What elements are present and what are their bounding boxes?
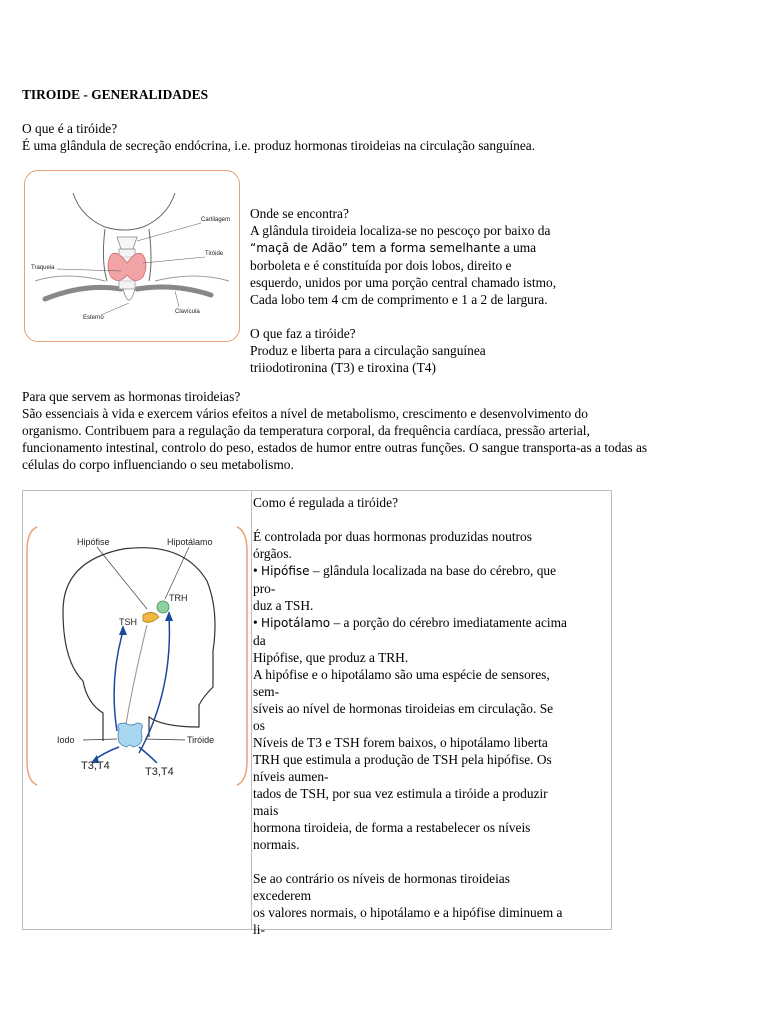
purpose-line-3: funcionamento intestinal, controlo do peso, estados de humor entre outras funções. O sangue transporta-as a todas as bbox=[22, 440, 648, 455]
hipofise-desc: – glândula localizada na base do cérebro, que bbox=[309, 563, 557, 578]
purpose-line-2: organismo. Contribuem para a regulação da temperatura corporal, da frequência cardíaca, pressão arterial, bbox=[22, 423, 590, 438]
reg-hipofise-line bbox=[253, 562, 610, 580]
thyroid-neck-figure bbox=[24, 170, 240, 342]
reg-hipotalamo-line bbox=[253, 614, 610, 632]
where-line-5: Cada lobo tem 4 cm de comprimento e 1 a 2 de largura. bbox=[250, 292, 548, 307]
hypothalamus-pituitary-thyroid-diagram bbox=[23, 491, 251, 929]
intro-answer: É uma glândula de secreção endócrina, i.e. produz hormonas tiroideias na circulação sanguínea. bbox=[22, 138, 536, 153]
reg-l5: Níveis de T3 e TSH forem baixos, o hipotálamo liberta bbox=[253, 735, 548, 750]
what-line-1: Produz e liberta para a circulação sanguínea bbox=[250, 343, 486, 358]
regulation-question: Como é regulada a tiróide? bbox=[253, 495, 399, 510]
bullet: • bbox=[253, 615, 262, 630]
thyroid-neck-illustration bbox=[25, 171, 239, 341]
where-line-2-tail: a uma bbox=[500, 240, 537, 255]
spacer bbox=[250, 308, 760, 325]
label-cartilage: Cartilagem bbox=[201, 217, 231, 223]
reg-l10: hormona tiroideia, de forma a restabelecer os níveis bbox=[253, 820, 531, 835]
hipotalamo-desc: – a porção do cérebro imediatamente acima bbox=[330, 615, 567, 630]
reg-hipotalamo-cont-2: Hipófise, que produz a TRH. bbox=[253, 650, 409, 665]
where-line-2-sans: “maçã de Adão” tem a forma semelhante bbox=[250, 241, 501, 255]
label-thyroid-2: Tiróide bbox=[187, 735, 215, 745]
reg-l9: mais bbox=[253, 803, 279, 818]
reg-l6: TRH que estimula a produção de TSH pela hipófise. Os bbox=[253, 752, 552, 767]
reg-hipotalamo-cont-1: da bbox=[253, 633, 266, 648]
reg-l13: excederem bbox=[253, 888, 311, 903]
label-tsh: TSH bbox=[119, 617, 137, 627]
what-line-2: triiodotironina (T3) e tiroxina (T4) bbox=[250, 360, 436, 375]
label-iodine: Iodo bbox=[57, 735, 75, 745]
spacer bbox=[253, 853, 610, 870]
regulation-text bbox=[252, 491, 610, 938]
where-question: Onde se encontra? bbox=[250, 206, 349, 221]
where-line-1: A glândula tiroideia localiza-se no pescoço por baixo da bbox=[250, 223, 551, 238]
where-line-2 bbox=[250, 239, 760, 257]
label-clavicle: Clavícula bbox=[175, 309, 200, 315]
label-trachea: Traqueia bbox=[31, 265, 55, 271]
reg-l7: níveis aumen- bbox=[253, 769, 329, 784]
purpose-line-4: células do corpo influenciando o seu metabolismo. bbox=[22, 457, 294, 472]
page-title: TIROIDE - GENERALIDADES bbox=[22, 87, 209, 102]
bullet: • bbox=[253, 563, 262, 578]
reg-l4: os bbox=[253, 718, 265, 733]
label-pituitary: Hipófise bbox=[77, 537, 110, 547]
label-thyroid: Tiróide bbox=[205, 251, 224, 257]
regulation-diagram-cell bbox=[23, 491, 251, 929]
label-hypothalamus: Hipotálamo bbox=[167, 537, 213, 547]
spacer bbox=[253, 511, 610, 528]
reg-l8: tados de TSH, por sua vez estimula a tiróide a produzir bbox=[253, 786, 548, 801]
reg-l12: Se ao contrário os níveis de hormonas tiroideias bbox=[253, 871, 510, 886]
reg-hipofise-cont-1: pro- bbox=[253, 581, 276, 596]
regulation-text-cell bbox=[251, 491, 610, 937]
intro-question: O que é a tiróide? bbox=[22, 121, 118, 136]
reg-l11: normais. bbox=[253, 837, 300, 852]
purpose-question: Para que servem as hormonas tiroideias? bbox=[22, 389, 241, 404]
reg-l14: os valores normais, o hipotálamo e a hipófise diminuem a bbox=[253, 905, 563, 920]
label-trh: TRH bbox=[169, 593, 188, 603]
where-line-4: esquerdo, unidos por uma porção central chamado istmo, bbox=[250, 275, 557, 290]
reg-l15: li- bbox=[253, 922, 265, 937]
location-section bbox=[250, 205, 760, 376]
label-t3t4-right: T3,T4 bbox=[145, 766, 174, 778]
reg-line-1: É controlada por duas hormonas produzidas noutros bbox=[253, 529, 532, 544]
reg-l3: síveis ao nível de hormonas tiroideias em circulação. Se bbox=[253, 701, 554, 716]
reg-line-2: órgãos. bbox=[253, 546, 292, 561]
where-line-3: borboleta e é constituída por dois lobos, direito e bbox=[250, 258, 512, 273]
label-t3t4-left: T3,T4 bbox=[81, 760, 110, 772]
reg-l1: A hipófise e o hipotálamo são uma espécie de sensores, bbox=[253, 667, 550, 682]
term-hipofise: Hipófise bbox=[261, 564, 310, 578]
reg-hipofise-cont-2: duz a TSH. bbox=[253, 598, 314, 613]
purpose-section bbox=[22, 388, 762, 473]
term-hipotalamo: Hipotálamo bbox=[261, 616, 331, 630]
what-question: O que faz a tiróide? bbox=[250, 326, 356, 341]
label-sternum: Esterno bbox=[83, 315, 104, 321]
purpose-line-1: São essenciais à vida e exercem vários efeitos a nível de metabolismo, crescimento e desenvolvimento do bbox=[22, 406, 588, 421]
reg-l2: sem- bbox=[253, 684, 280, 699]
regulation-table bbox=[22, 490, 612, 937]
